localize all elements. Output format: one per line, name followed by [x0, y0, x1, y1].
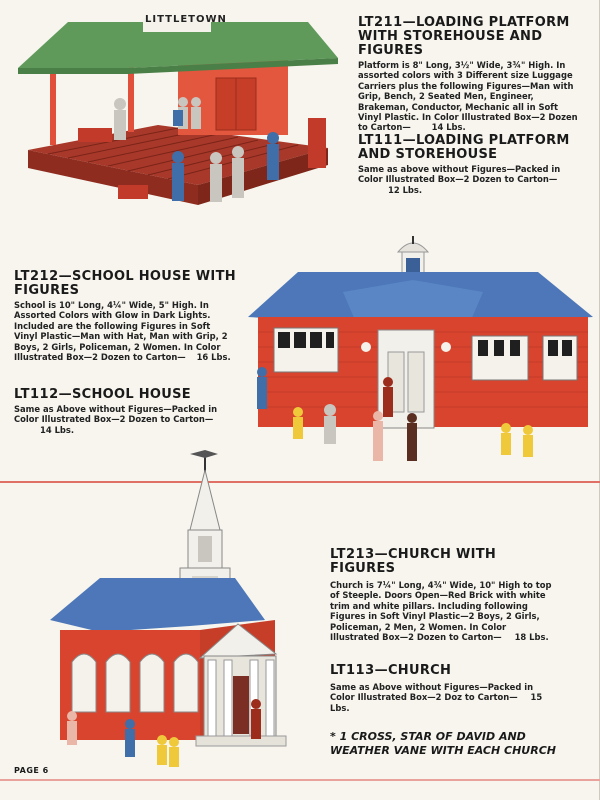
weight-text: 16 Lbs.	[196, 352, 231, 363]
church-note: * 1 CROSS, STAR OF DAVID AND WEATHER VANE WITH EACH CHURCH	[330, 730, 556, 757]
product-name: —LOADING PLATFORM AND STOREHOUSE	[358, 133, 570, 162]
description-text: Church is 7¼" Long, 4¾" Wide, 10" High to top of Steeple. Doors Open—Red Brick with white trim and white pillars. Including following Figures in Soft Vinyl Plastic—2 Boys, 2 Girls, Policeman, 2 Men, 2 Women. In Color Illustrated Box—2 Dozen to Carton—	[330, 580, 552, 643]
weight-text: 18 Lbs.	[514, 632, 549, 643]
product-title	[358, 16, 578, 58]
product-code: LT113	[330, 663, 375, 678]
product-name: —SCHOOL HOUSE WITH FIGURES	[14, 269, 236, 298]
product-lt213	[330, 548, 556, 642]
product-code: LT213	[330, 547, 375, 562]
product-title	[358, 134, 578, 162]
product-lt212	[14, 270, 236, 362]
product-lt112	[14, 388, 236, 435]
product-code: LT112	[14, 387, 59, 402]
product-lt211	[358, 16, 578, 133]
weight-text: 14 Lbs.	[431, 122, 466, 133]
product-code: LT111	[358, 133, 403, 148]
product-code: LT211	[358, 15, 403, 30]
platform-sign: LITTLETOWN	[145, 14, 227, 25]
page-number: PAGE 6	[14, 766, 49, 775]
platform-illustration	[8, 10, 348, 220]
product-description	[14, 404, 236, 435]
product-title	[14, 388, 236, 402]
product-description	[14, 300, 236, 362]
weight-text: 12 Lbs.	[388, 184, 423, 195]
description-text: Same as Above without Figures—Packed in Color Illustrated Box—2 Dozen to Carton—	[14, 404, 218, 425]
product-lt111	[358, 134, 578, 195]
product-description	[358, 60, 578, 133]
product-lt113	[330, 664, 556, 713]
product-title	[330, 664, 556, 678]
product-name: —LOADING PLATFORM WITH STOREHOUSE AND FIGURES	[358, 15, 570, 58]
schoolhouse-illustration	[238, 232, 598, 472]
product-description	[358, 164, 578, 195]
product-name: —SCHOOL HOUSE	[58, 387, 191, 402]
product-title	[330, 548, 556, 576]
weight-text: 15 Lbs.	[330, 692, 543, 713]
weight-text: 14 Lbs.	[40, 424, 75, 435]
product-title	[14, 270, 236, 298]
product-description	[330, 580, 556, 642]
product-name: —CHURCH	[374, 663, 452, 678]
product-name: —CHURCH WITH FIGURES	[330, 547, 497, 576]
description-text: Same as Above without Figures—Packed in Color Illustrated Box—2 Doz to Carton—	[330, 682, 534, 703]
product-description	[330, 682, 556, 713]
bottom-rule	[0, 779, 600, 781]
description-text: Same as above without Figures—Packed in Color Illustrated Box—2 Dozen to Carton—	[358, 164, 561, 185]
church-illustration	[40, 440, 300, 780]
description-text: School is 10" Long, 4¼" Wide, 5" High. In Assorted Colors with Glow in Dark Lights. Included are the following Figures in Soft Vinyl Plastic—Man with Hat, Man with Grip, 2 Boys, 2 Girls, Policeman, 2 Women. In Color Illustrated Box—2 Dozen to Carton—	[14, 300, 228, 363]
product-code: LT212	[14, 269, 59, 284]
description-text: Platform is 8" Long, 3½" Wide, 3¾" High. In assorted colors with 3 Different size Luggage Carriers plus the following Figures—Man with Grip, Bench, 2 Seated Men, Engineer, Brakeman, Conductor, Mechanic all in Soft Vinyl Plastic. In Color Illustrated Box—2 Dozen to Carton—	[358, 60, 578, 133]
